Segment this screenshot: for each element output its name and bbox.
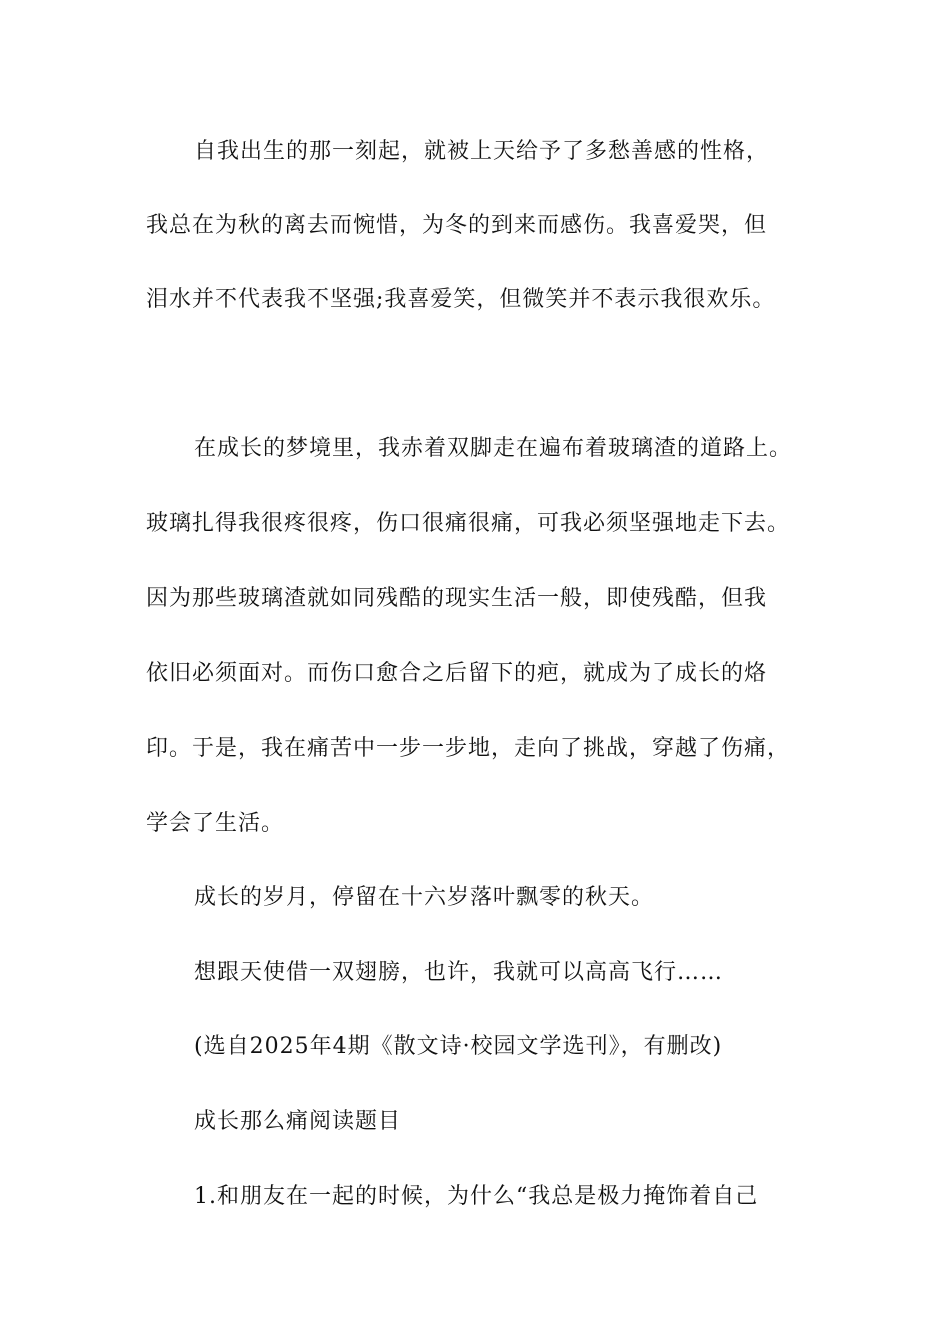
paragraph-1-line-1: 自我出生的那一刻起，就被上天给予了多愁善感的性格，	[194, 139, 770, 164]
question-1: 1.和朋友在一起的时候，为什么“我总是极力掩饰着自己	[194, 1184, 759, 1209]
source-note: (选自2025年4期《散文诗·校园文学选刊》，有删改)	[194, 1034, 723, 1059]
paragraph-3-line-1: 成长的岁月，停留在十六岁落叶飘零的秋天。	[194, 885, 655, 910]
paragraph-2-line-4: 依旧必须面对。而伤口愈合之后留下的疤，就成为了成长的烙	[146, 661, 768, 686]
paragraph-2-line-5: 印。于是，我在痛苦中一步一步地，走向了挑战，穿越了伤痛，	[146, 736, 791, 761]
paragraph-1-line-2: 我总在为秋的离去而惋惜，为冬的到来而感伤。我喜爱哭，但	[146, 213, 768, 238]
paragraph-1-line-3: 泪水并不代表我不坚强;我喜爱笑，但微笑并不表示我很欢乐。	[146, 287, 776, 312]
section-heading: 成长那么痛阅读题目	[194, 1109, 402, 1134]
paragraph-2-line-6: 学会了生活。	[146, 811, 285, 836]
paragraph-2-line-1: 在成长的梦境里，我赤着双脚走在遍布着玻璃渣的道路上。	[194, 436, 793, 461]
paragraph-2-line-2: 玻璃扎得我很疼很疼，伤口很痛很痛，可我必须坚强地走下去。	[146, 511, 791, 536]
paragraph-4-line-1: 想跟天使借一双翅膀，也许，我就可以高高飞行……	[194, 960, 724, 985]
paragraph-2-line-3: 因为那些玻璃渣就如同残酷的现实生活一般，即使残酷，但我	[146, 586, 768, 611]
